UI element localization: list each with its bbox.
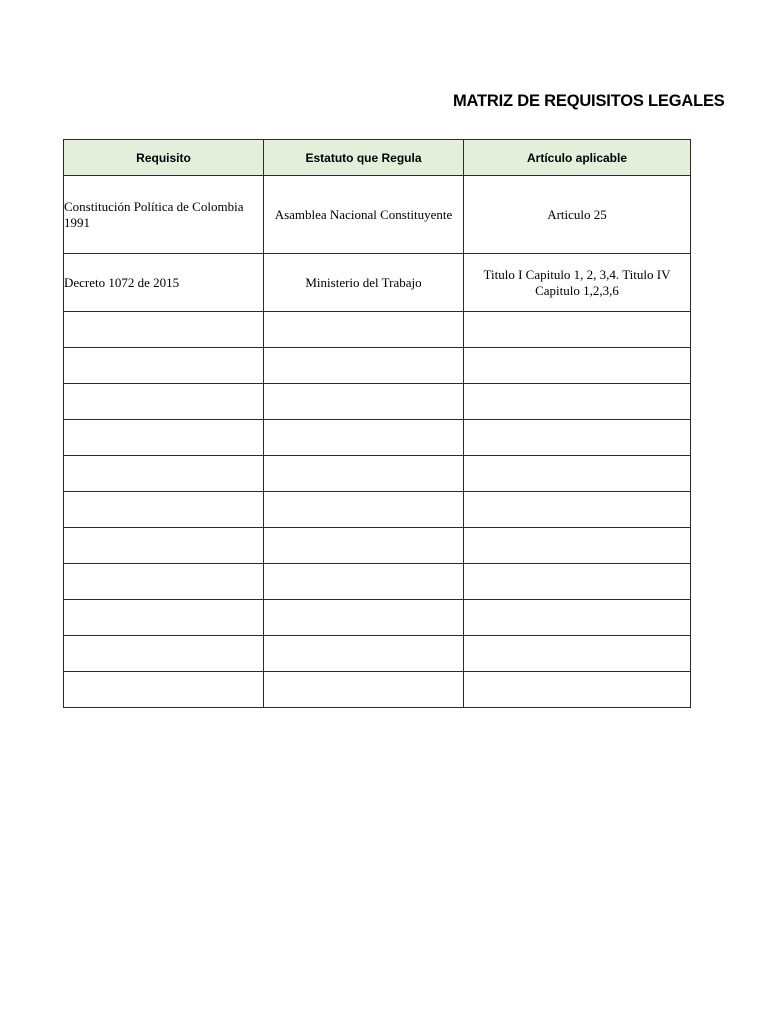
empty-cell[interactable]	[264, 672, 464, 708]
empty-table-row	[64, 384, 691, 420]
empty-cell[interactable]	[64, 672, 264, 708]
empty-cell[interactable]	[264, 348, 464, 384]
empty-table-row	[64, 312, 691, 348]
empty-cell[interactable]	[464, 348, 691, 384]
empty-table-row	[64, 420, 691, 456]
empty-cell[interactable]	[464, 312, 691, 348]
empty-cell[interactable]	[64, 564, 264, 600]
empty-cell[interactable]	[264, 636, 464, 672]
empty-cell[interactable]	[264, 312, 464, 348]
empty-cell[interactable]	[464, 384, 691, 420]
header-estatuto: Estatuto que Regula	[264, 140, 464, 176]
empty-cell[interactable]	[64, 600, 264, 636]
empty-table-row	[64, 492, 691, 528]
empty-cell[interactable]	[464, 564, 691, 600]
empty-cell[interactable]	[464, 672, 691, 708]
empty-cell[interactable]	[464, 420, 691, 456]
empty-table-row	[64, 672, 691, 708]
cell-estatuto[interactable]: Asamblea Nacional Constituyente	[264, 176, 464, 254]
empty-cell[interactable]	[264, 420, 464, 456]
empty-cell[interactable]	[464, 456, 691, 492]
empty-table-row	[64, 348, 691, 384]
header-articulo: Artículo aplicable	[464, 140, 691, 176]
empty-cell[interactable]	[64, 312, 264, 348]
empty-cell[interactable]	[264, 600, 464, 636]
cell-estatuto[interactable]: Ministerio del Trabajo	[264, 254, 464, 312]
header-requisito: Requisito	[64, 140, 264, 176]
cell-articulo[interactable]: Articulo 25	[464, 176, 691, 254]
empty-cell[interactable]	[464, 600, 691, 636]
empty-cell[interactable]	[464, 528, 691, 564]
cell-requisito[interactable]: Constitución Política de Colombia 1991	[64, 176, 264, 254]
empty-table-row	[64, 564, 691, 600]
empty-cell[interactable]	[64, 456, 264, 492]
title-wrapper	[0, 90, 768, 120]
empty-cell[interactable]	[64, 492, 264, 528]
requirements-matrix-table	[63, 139, 691, 708]
page-title: MATRIZ DE REQUISITOS LEGALES	[453, 92, 725, 110]
empty-cell[interactable]	[264, 456, 464, 492]
table-row	[64, 254, 691, 312]
empty-cell[interactable]	[64, 420, 264, 456]
empty-cell[interactable]	[264, 564, 464, 600]
empty-table-row	[64, 456, 691, 492]
title-area	[0, 90, 725, 120]
empty-cell[interactable]	[64, 348, 264, 384]
empty-table-row	[64, 528, 691, 564]
cell-requisito[interactable]: Decreto 1072 de 2015	[64, 254, 264, 312]
table-row	[64, 176, 691, 254]
empty-cell[interactable]	[64, 636, 264, 672]
empty-table-row	[64, 636, 691, 672]
empty-table-row	[64, 600, 691, 636]
empty-cell[interactable]	[464, 636, 691, 672]
empty-cell[interactable]	[264, 528, 464, 564]
empty-cell[interactable]	[64, 384, 264, 420]
empty-cell[interactable]	[264, 384, 464, 420]
table-header-row	[64, 140, 691, 176]
empty-cell[interactable]	[464, 492, 691, 528]
empty-cell[interactable]	[264, 492, 464, 528]
cell-articulo[interactable]: Titulo I Capitulo 1, 2, 3,4. Titulo IV Capitulo 1,2,3,6	[464, 254, 691, 312]
empty-cell[interactable]	[64, 528, 264, 564]
